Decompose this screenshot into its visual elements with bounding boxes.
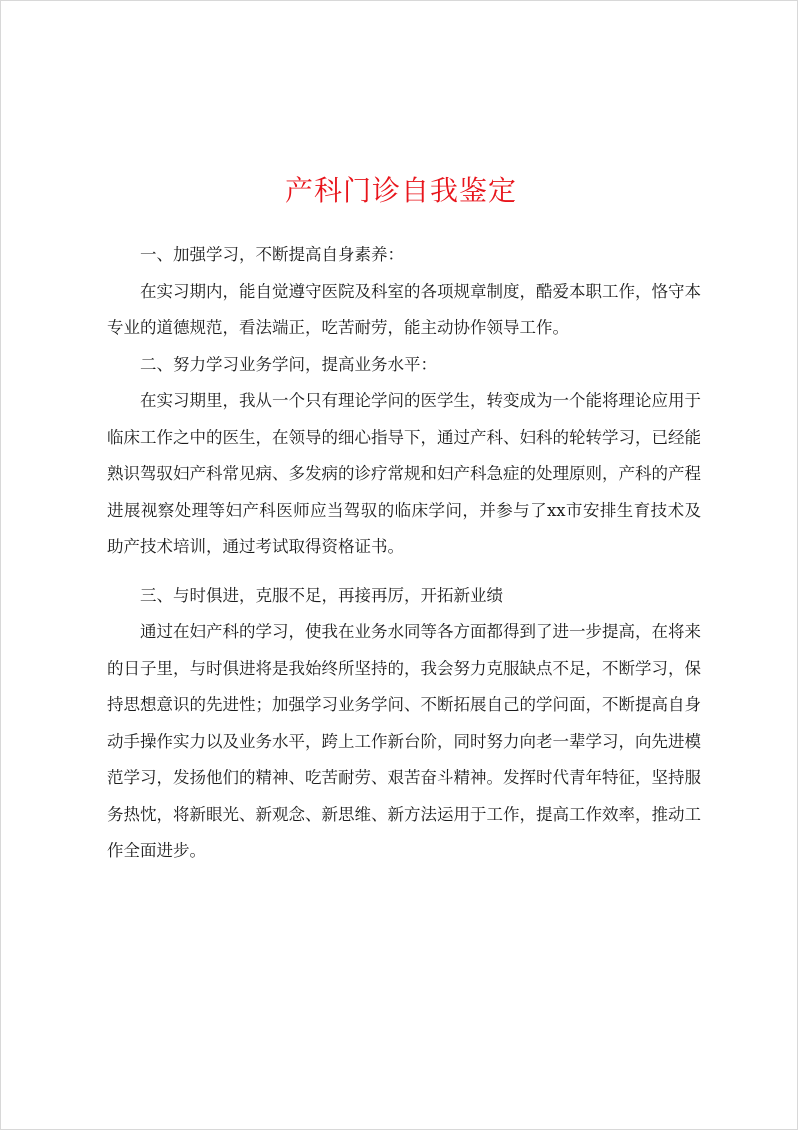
section-2-heading: 二、努力学习业务学问，提高业务水平： bbox=[140, 354, 437, 374]
section-1-body: 在实习期内，能自觉遵守医院及科室的各项规章制度，酷爱本职工作，恪守本专业的道德规范，看法端正，吃苦耐劳，能主动协作领导工作。 bbox=[107, 281, 701, 337]
document-body bbox=[107, 237, 701, 870]
section-3-heading: 三、与时俱进，克服不足，再接再厉，开拓新业绩 bbox=[140, 585, 503, 605]
document-title: 产科门诊自我鉴定 bbox=[284, 174, 517, 207]
section-3-body: 通过在妇产科的学习，使我在业务水同等各方面都得到了进一步提高，在将来的日子里，与时俱进将是我始终所坚持的，我会努力克服缺点不足，不断学习，保持思想意识的先进性；加强学习业务学问、不断拓展自己的学问面，不断提高自身动手操作实力以及业务水平，跨上工作新台阶，同时努力向老一辈学习，向先进模范学习，发扬他们的精神、吃苦耐劳、艰苦奋斗精神。发挥时代青年特征，坚持服务热忱，将新眼光、新观念、新思维、新方法运用于工作，提高工作效率，推动工作全面进步。 bbox=[107, 622, 701, 860]
section-2-body: 在实习期里，我从一个只有理论学问的医学生，转变成为一个能将理论应用于临床工作之中的医生，在领导的细心指导下，通过产科、妇科的轮转学习，已经能熟识驾驭妇产科常见病、多发病的诊疗常规和妇产科急症的处理原则，产科的产程进展视察处理等妇产科医师应当驾驭的临床学问，并参与了xx市安排生育技术及助产技术培训，通过考试取得资格证书。 bbox=[107, 391, 701, 556]
section-1-heading: 一、加强学习，不断提高自身素养： bbox=[140, 245, 404, 264]
